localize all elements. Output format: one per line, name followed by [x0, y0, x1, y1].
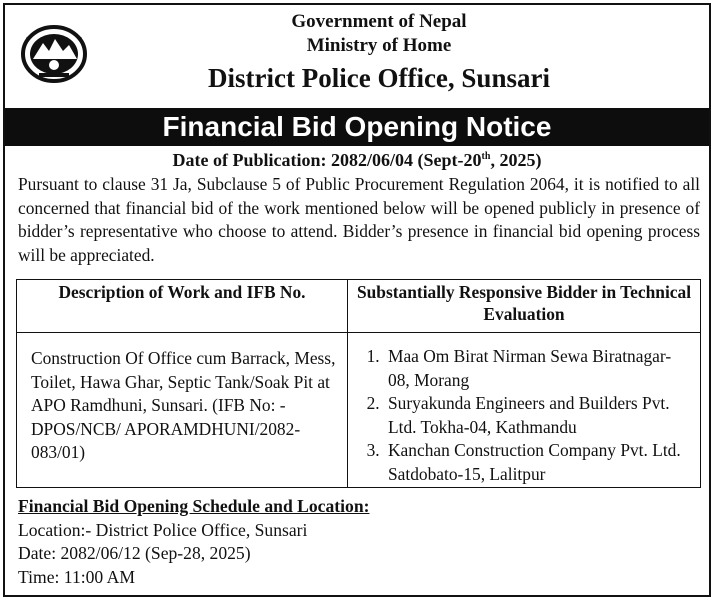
schedule-heading: Financial Bid Opening Schedule and Location:: [18, 496, 370, 516]
list-item: 3. Kanchan Construction Company Pvt. Ltd. Satdobato-15, Lalitpur: [384, 439, 692, 486]
schedule-section: [18, 495, 369, 589]
bid-table: [16, 279, 701, 488]
table-row: [17, 333, 701, 488]
column-header-description: Description of Work and IFB No.: [17, 280, 348, 333]
column-header-bidders: Substantially Responsive Bidder in Technical Evaluation: [348, 280, 701, 333]
work-description-cell: Construction Of Office cum Barrack, Mess, Toilet, Hawa Ghar, Septic Tank/Soak Pit at APO Ramdhuni, Sunsari. (IFB No: -DPOS/NCB/ APORAMDHUNI/2082-083/01): [17, 333, 348, 488]
bidder-list: [356, 345, 692, 486]
bidders-cell: [348, 333, 701, 488]
government-heading: Government of Nepal: [291, 11, 467, 32]
publication-date-suffix: , 2025): [490, 150, 542, 170]
ministry-heading: Ministry of Home: [306, 35, 452, 56]
office-heading: District Police Office, Sunsari: [208, 63, 550, 93]
publication-date-superscript: th: [481, 151, 491, 162]
table-header-row: [17, 280, 701, 333]
list-item: 1. Maa Om Birat Nirman Sewa Biratnagar-08, Morang: [384, 345, 692, 392]
list-item: 2. Suryakunda Engineers and Builders Pvt. Ltd. Tokha-04, Kathmandu: [384, 392, 692, 439]
notice-panel: [3, 3, 711, 597]
schedule-time: Time: 11:00 AM: [18, 566, 135, 587]
schedule-date: Date: 2082/06/12 (Sep-28, 2025): [18, 543, 251, 563]
publication-date: [5, 150, 709, 171]
intro-paragraph: Pursuant to clause 31 Ja, Subclause 5 of Public Procurement Regulation 2064, it is notified to all concerned that financial bid of the work mentioned below will be opened publicly in presence of bidder’s representative who choose to attend. Bidder’s presence in financial bid opening process will be appreciated.: [18, 174, 700, 265]
schedule-location: Location:- District Police Office, Sunsari: [18, 519, 308, 540]
notice-title-banner: Financial Bid Opening Notice: [5, 108, 709, 146]
publication-date-label: Date of Publication: 2082/06/04 (Sept-20: [172, 150, 482, 170]
